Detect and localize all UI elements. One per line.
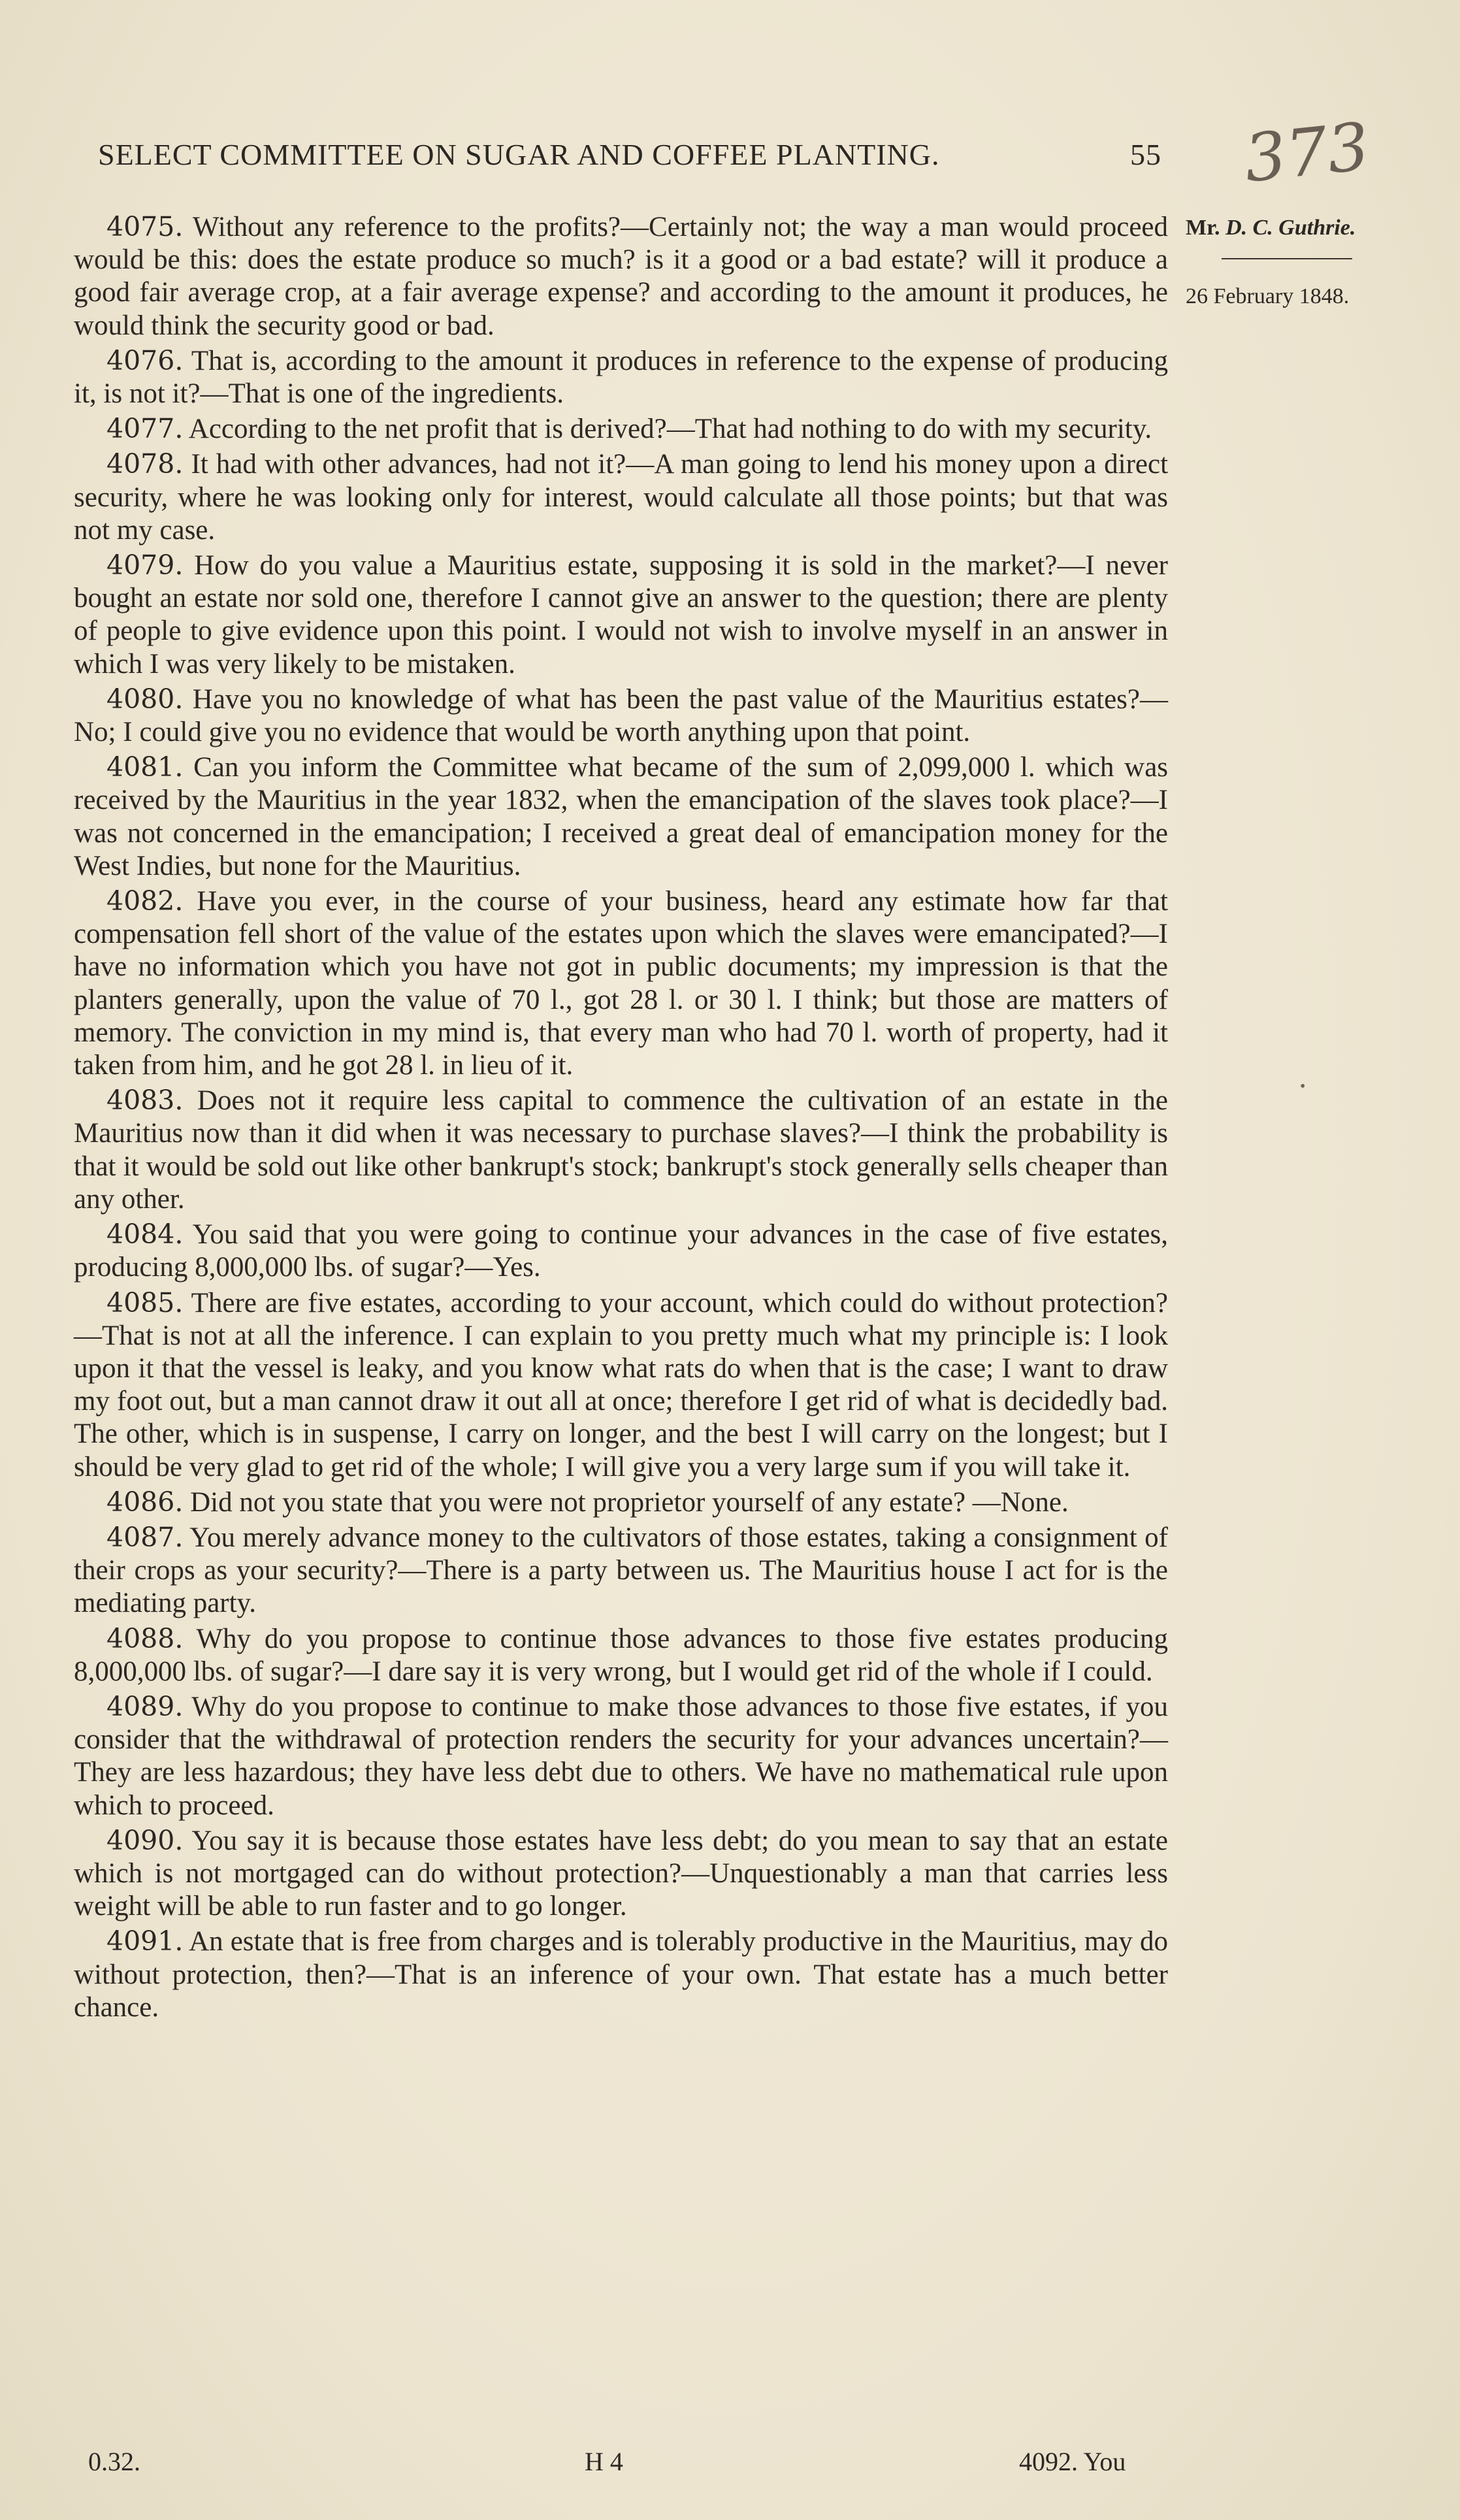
question-text: An estate that is free from charges and is tolerably productive in the Mauritius, may do without protection, then?—That is an inference of your own. That estate has a much better chance. (74, 1926, 1168, 2023)
question-text: How do you value a Mauritius estate, supposing it is sold in the market?—I never bought an estate nor sold one, therefore I cannot give an answer to the question; there are plenty of people to give evidence upon this point. I would not wish to involve myself in an answer in which I was very likely to be mistaken. (74, 550, 1168, 679)
question-text: Without any reference to the profits?—Certainly not; the way a man would proceed would be this: does the estate produce so much? is it a good or a bad estate? will it produce a good fair average crop, at a fair average expense? and according to the amount it produces, he would think the security good or bad. (74, 212, 1168, 341)
testimony-paragraph (74, 448, 1168, 547)
header-title: SELECT COMMITTEE ON SUGAR AND COFFEE PLANTING. (98, 138, 940, 171)
testimony-paragraph (74, 344, 1168, 410)
testimony-paragraph (74, 751, 1168, 883)
testimony-paragraph (74, 1521, 1168, 1620)
question-text: Have you ever, in the course of your business, heard any estimate how far that compensation fell short of the value of the estates upon which the slaves were emancipated?—I have no information which you have not got in public documents; my impression is that the planters generally, upon the value of 70 l., got 28 l. or 30 l. I think; but those are matters of memory. The conviction in my mind is, that every man who had 70 l. worth of property, had it taken from him, and he got 28 l. in lieu of it. (74, 886, 1169, 1081)
question-text: Why do you propose to continue to make those advances to those five estates, if you consider that the withdrawal of protection renders the security for your advances uncertain?—They are less hazardous; they have less debt due to others. We have no mathematical rule upon which to proceed. (74, 1691, 1168, 1821)
question-number: 4085. (106, 1286, 184, 1318)
question-text: According to the net profit that is derived?—That had nothing to do with my security. (188, 414, 1152, 445)
testimony-paragraph (74, 1286, 1168, 1484)
handwritten-folio-number: 373 (1241, 108, 1373, 197)
signature-mark: H 4 (585, 2447, 623, 2476)
testimony-paragraph (74, 1824, 1168, 1923)
sidenote-divider (1222, 258, 1352, 259)
witness-prefix: Mr. (1186, 216, 1220, 240)
question-number: 4086. (106, 1486, 184, 1518)
witness-name: D. C. Guthrie. (1225, 216, 1356, 240)
question-number: 4087. (106, 1521, 184, 1553)
question-text: You merely advance money to the cultivators of those estates, taking a consignment of their crops as your security?—There is a party between us. The Mauritius house I act for is the mediating party. (74, 1522, 1168, 1619)
question-text: That is, according to the amount it produces in reference to the expense of producing it, is not it?—That is one of the ingredients. (74, 345, 1168, 410)
question-text: Does not it require less capital to commence the cultivation of an estate in the Mauritius now than it did when it was necessary to purchase slaves?—I think the probability is that it would be sold out like other bankrupt's stock; bankrupt's stock generally sells cheaper than any other. (74, 1085, 1169, 1215)
question-number: 4082. (106, 885, 184, 917)
question-text: There are five estates, according to your account, which could do without protection?—That is not at all the inference. I can explain to you pretty much what my principle is: I look upon it that the vessel is leaky, and you know what rats do when that is the case; I want to draw my foot out, but a man cannot draw it out all at once; therefore I get rid of what is decidedly bad. The other, which is in suspense, I carry on longer, and the best I will carry on the longest; but I should be very glad to get rid of the whole; I will give you a very large sum if you will take it. (74, 1287, 1168, 1482)
witness-sidenote (1186, 216, 1401, 240)
question-number: 4088. (106, 1622, 184, 1654)
question-number: 4091. (106, 1925, 184, 1957)
question-text: You say it is because those estates have less debt; do you mean to say that an estate which is not mortgaged can do without protection?—Unquestionably a man that carries less weight will be able to run faster and to go longer. (74, 1825, 1168, 1922)
question-text: You said that you were going to continue your advances in the case of five estates, producing 8,000,000 lbs. of sugar?—Yes. (74, 1219, 1169, 1283)
question-number: 4080. (106, 683, 184, 715)
testimony-paragraph (74, 412, 1168, 446)
question-number: 4084. (106, 1219, 184, 1251)
question-number: 4078. (106, 448, 184, 480)
page-footer (0, 2446, 1460, 2485)
testimony-paragraph (74, 1925, 1168, 2024)
testimony-body (74, 210, 1168, 2026)
ink-speck: • (1300, 1078, 1306, 1095)
testimony-paragraph (74, 1084, 1168, 1216)
testimony-paragraph (74, 1218, 1168, 1284)
question-text: Why do you propose to continue those advances to those five estates producing 8,000,000 lbs. of sugar?—I dare say it is very wrong, but I would get rid of the whole if I could. (74, 1623, 1168, 1687)
testimony-paragraph (74, 1622, 1168, 1688)
question-text: Have you no knowledge of what has been the past value of the Mauritius estates?—No; I could give you no evidence that would be worth anything upon that point. (74, 683, 1169, 748)
page-number: 55 (1130, 138, 1161, 171)
testimony-paragraph (74, 210, 1168, 342)
testimony-paragraph (74, 1486, 1168, 1519)
question-text: Can you inform the Committee what became of the sum of 2,099,000 l. which was received by the Mauritius in the year 1832, when the emancipation of the slaves took place?—I was not concerned in the emancipation; I received a great deal of emancipation money for the West Indies, but none for the Mauritius. (74, 752, 1169, 881)
question-number: 4089. (106, 1690, 184, 1722)
testimony-paragraph (74, 683, 1168, 749)
question-number: 4079. (106, 549, 184, 581)
hearing-date: 26 February 1848. (1186, 284, 1350, 308)
question-number: 4075. (106, 211, 184, 242)
testimony-paragraph (74, 885, 1168, 1082)
testimony-paragraph (74, 549, 1168, 681)
question-number: 4076. (106, 344, 184, 376)
question-text: Did not you state that you were not proprietor yourself of any estate? —None. (190, 1486, 1069, 1518)
running-header (98, 137, 1176, 172)
question-text: It had with other advances, had not it?—A man going to lend his money upon a direct security, where he was looking only for interest, would calculate all those points; but that was not my case. (74, 449, 1169, 546)
question-number: 4083. (106, 1085, 184, 1117)
question-number: 4081. (106, 751, 184, 783)
testimony-paragraph (74, 1690, 1168, 1822)
sessional-paper-number: 0.32. (88, 2447, 140, 2476)
question-number: 4077. (106, 413, 184, 445)
catchword: 4092. You (1019, 2447, 1126, 2476)
question-number: 4090. (106, 1824, 184, 1856)
